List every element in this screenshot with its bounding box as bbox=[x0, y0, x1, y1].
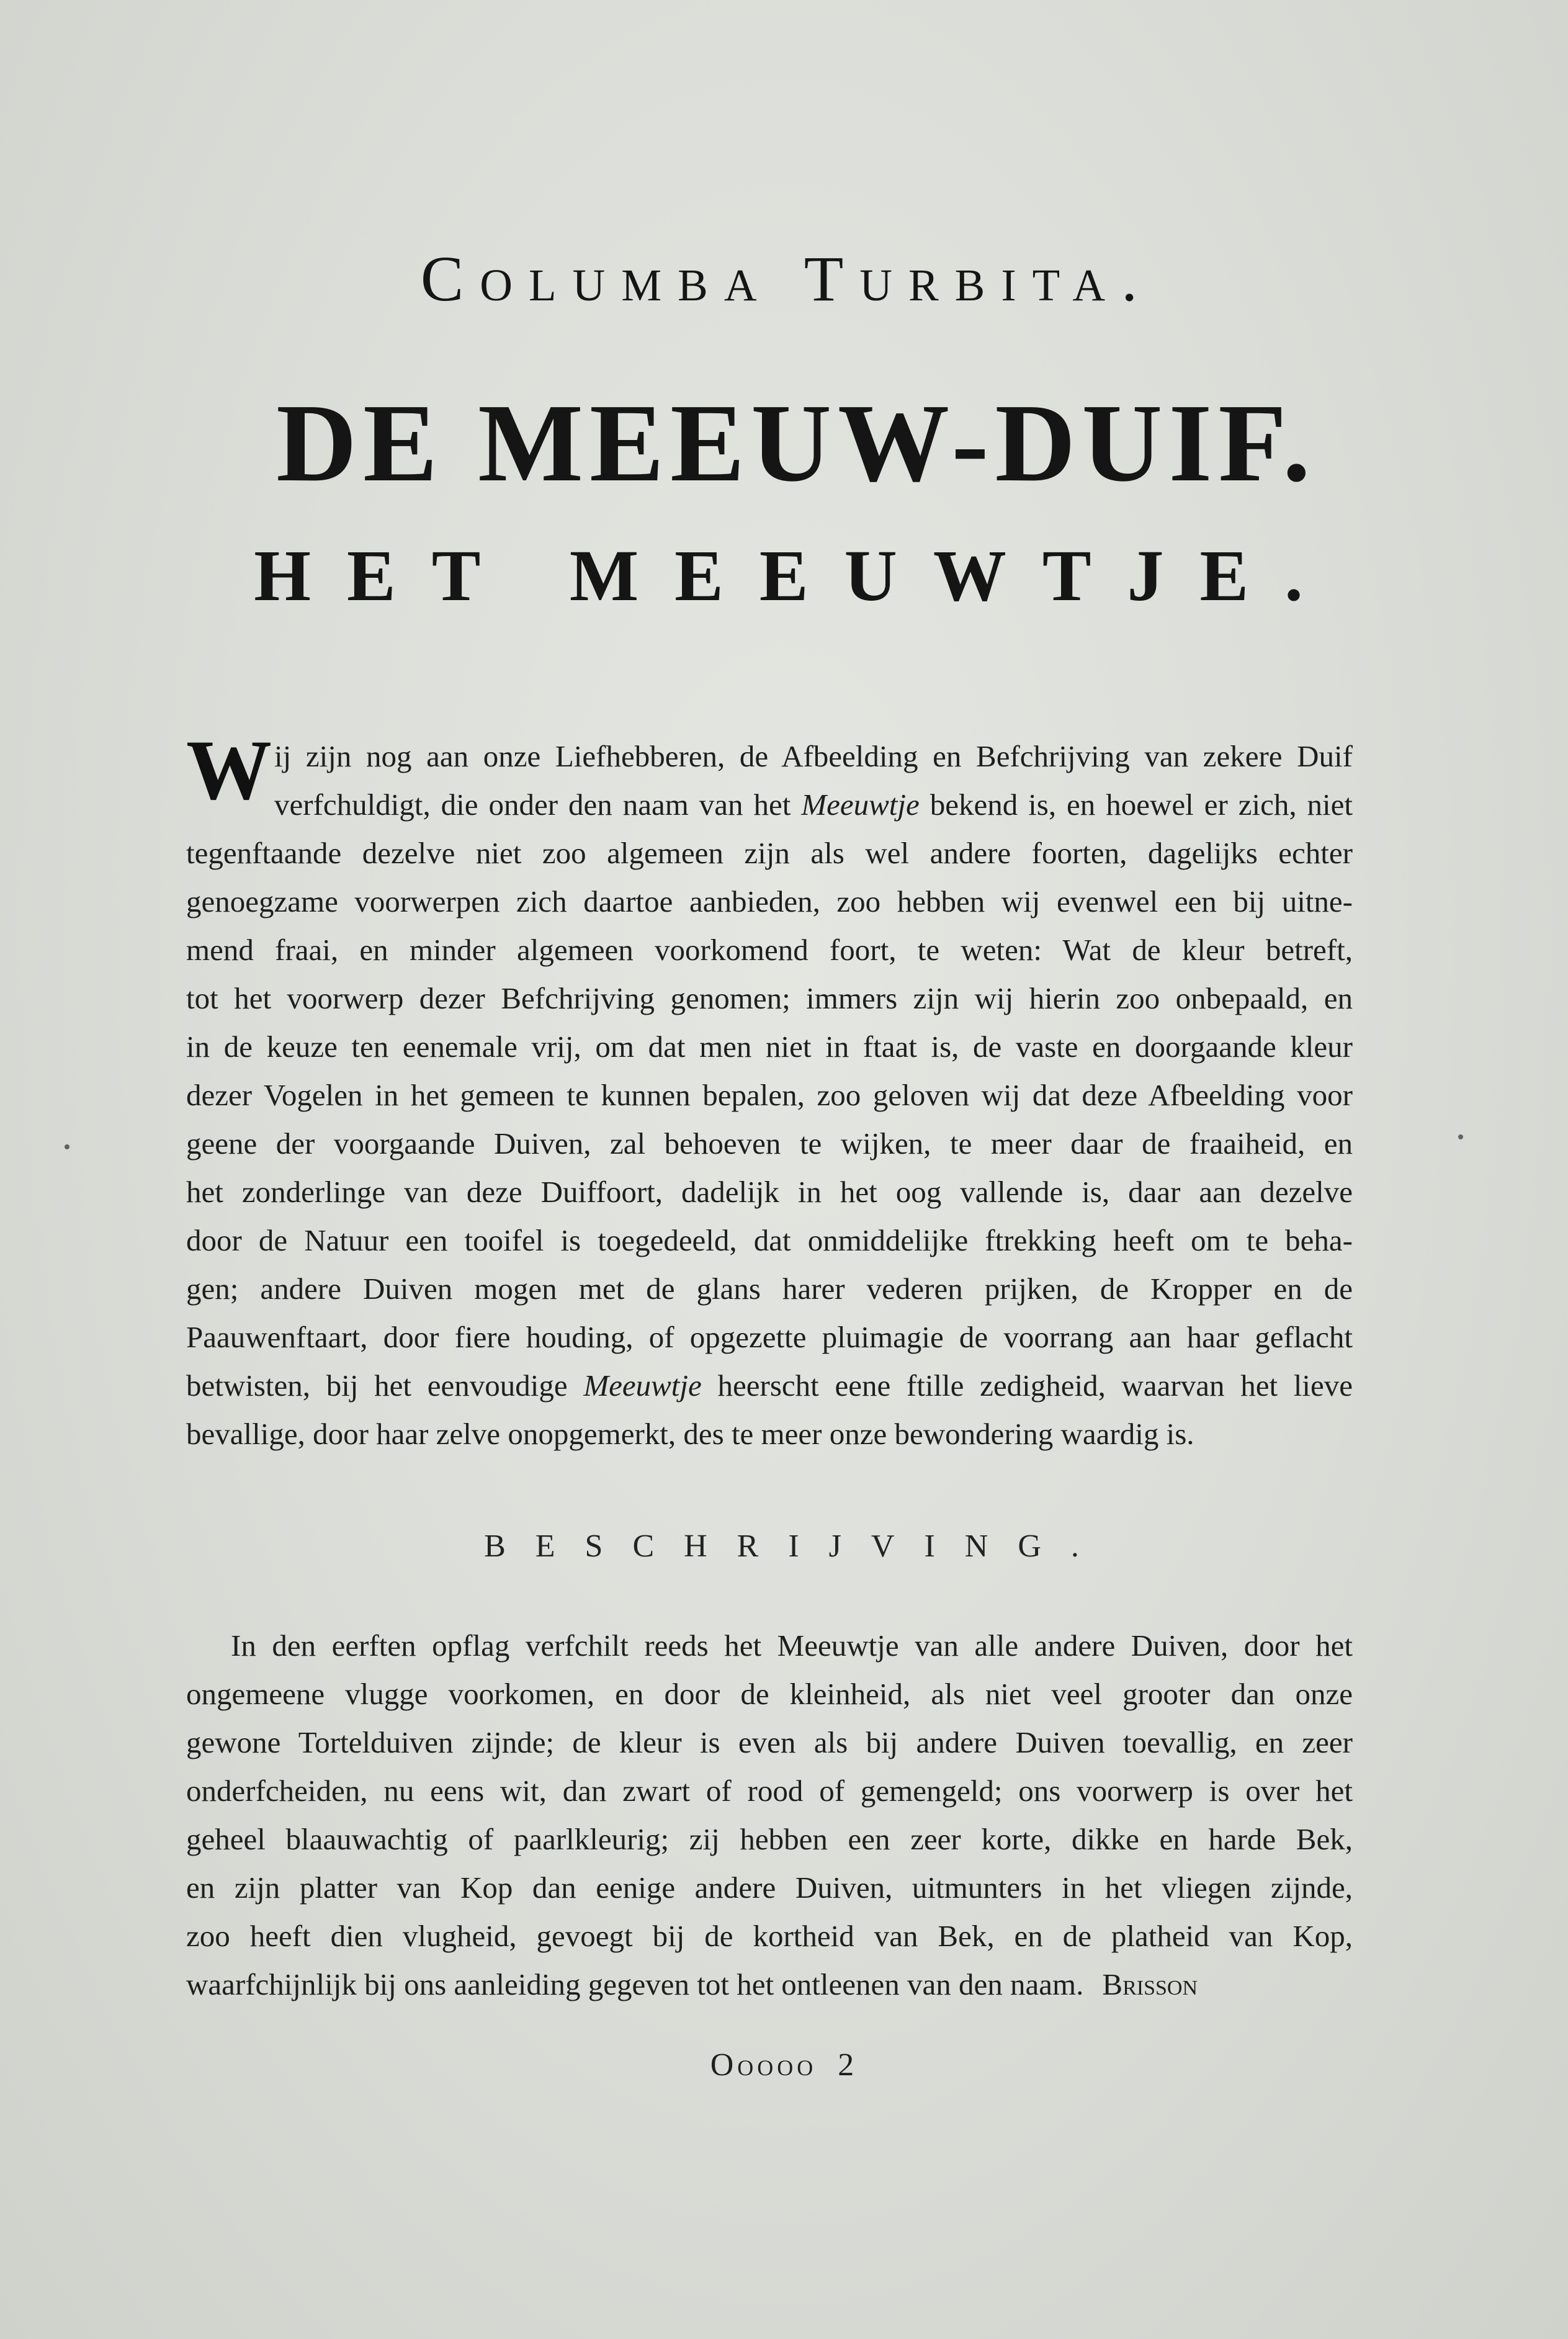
drop-cap: W bbox=[186, 722, 272, 817]
text-line bbox=[186, 1815, 1353, 1864]
section-title: BESCHRIJVING. bbox=[484, 1529, 1109, 1564]
text-line bbox=[186, 1071, 1353, 1120]
subtitle: HET MEEUWTJE. bbox=[254, 535, 1339, 616]
intro-paragraph bbox=[186, 722, 1353, 1458]
text-line bbox=[186, 732, 1353, 781]
text-segment: dezer Vogelen in het gemeen te kunnen bepalen, zoo geloven wij dat deze Afbeelding voor bbox=[186, 1078, 1353, 1112]
text-line bbox=[186, 1670, 1353, 1718]
text-segment: ij zijn nog aan onze Liefhebberen, de Afbeelding en Befchrijving van zekere Duif bbox=[274, 739, 1353, 773]
text-segment: gen; andere Duiven mogen met de glans harer vederen prijken, de Kropper en de bbox=[186, 1272, 1353, 1306]
text-segment: genoegzame voorwerpen zich daartoe aanbieden, zoo hebben wij evenwel een bij uitne- bbox=[186, 884, 1353, 918]
text-segment: In den eerften opflag verfchilt reeds het Meeuwtje van alle andere Duiven, door het bbox=[231, 1628, 1353, 1663]
text-line bbox=[186, 1168, 1353, 1216]
text-segment: mend fraai, en minder algemeen voorkomend foort, te weten: Wat de kleur betreft, bbox=[186, 933, 1353, 967]
text-line bbox=[186, 829, 1353, 878]
text-segment: bekend is, en hoewel er zich, niet bbox=[919, 788, 1353, 822]
text-segment: geheel blaauwachtig of paarlkleurig; zij hebben een zeer korte, dikke en harde Bek, bbox=[186, 1822, 1353, 1856]
text-segment: zoo heeft dien vlugheid, gevoegt bij de kortheid van Bek, en de platheid van Kop, bbox=[186, 1919, 1353, 1953]
text-segment: waarfchijnlijk bij ons aanleiding gegeven tot het ontleenen van den naam. bbox=[186, 1967, 1084, 2001]
text-line bbox=[186, 1362, 1353, 1410]
text-segment: heerscht eene ftille zedigheid, waarvan het lieve bbox=[701, 1368, 1353, 1403]
text-segment: door de Natuur een tooifel is toegedeeld, dat onmiddelijke ftrekking heeft om te beha- bbox=[186, 1223, 1353, 1257]
smallcaps-segment: Brisson bbox=[1102, 1967, 1198, 2001]
text-line bbox=[186, 1718, 1353, 1767]
ink-speck bbox=[65, 1144, 69, 1149]
text-segment: tot het voorwerp dezer Befchrijving genomen; immers zijn wij hierin zoo onbepaald, en bbox=[186, 981, 1353, 1015]
text-segment: geene der voorgaande Duiven, zal behoeven te wijken, te meer daar de fraaiheid, en bbox=[186, 1126, 1353, 1161]
text-segment: betwisten, bij het eenvoudige bbox=[186, 1368, 584, 1403]
text-segment: het zonderlinge van deze Duiffoort, dadelijk in het oog vallende is, daar aan dezelve bbox=[186, 1175, 1353, 1209]
text-segment: Paauwenftaart, door fiere houding, of opgezette pluimagie de voorrang aan haar geflacht bbox=[186, 1320, 1353, 1354]
text-segment: en zijn platter van Kop dan eenige andere Duiven, uitmunters in het vliegen zijnde, bbox=[186, 1870, 1353, 1905]
text-line bbox=[186, 926, 1353, 974]
description-paragraph bbox=[186, 1622, 1353, 2009]
text-line bbox=[186, 974, 1353, 1023]
text-line bbox=[186, 1023, 1353, 1071]
text-line bbox=[186, 878, 1353, 926]
text-line bbox=[186, 1622, 1353, 1670]
signature-mark bbox=[0, 2047, 1568, 2083]
text-segment: ongemeene vlugge voorkomen, en door de kleinheid, als niet veel grooter dan onze bbox=[186, 1677, 1353, 1711]
text-line bbox=[186, 781, 1353, 829]
text-line bbox=[186, 1960, 1353, 2009]
text-line bbox=[186, 1313, 1353, 1362]
text-line bbox=[186, 1912, 1353, 1960]
text-segment: bevallige, door haar zelve onopgemerkt, des te meer onze bewondering waardig is. bbox=[186, 1417, 1194, 1451]
text-segment: in de keuze ten eenemale vrij, om dat men niet in ftaat is, de vaste en doorgaande kleur bbox=[186, 1030, 1353, 1064]
text-segment: verfchuldigt, die onder den naam van het bbox=[274, 788, 802, 822]
dutch-title: DE MEEUW-DUIF. bbox=[276, 381, 1317, 505]
italic-segment: Meeuwtje bbox=[583, 1368, 702, 1403]
text-segment: onderfcheiden, nu eens wit, dan zwart of rood of gemengeld; ons voorwerp is over het bbox=[186, 1774, 1353, 1808]
text-line bbox=[186, 1864, 1353, 1912]
ink-speck bbox=[1458, 1134, 1463, 1139]
signature-letters: Ooooo bbox=[710, 2047, 817, 2083]
text-line bbox=[186, 1410, 1353, 1458]
text-line bbox=[186, 1120, 1353, 1168]
text-line bbox=[186, 1216, 1353, 1265]
text-line bbox=[186, 1265, 1353, 1313]
text-segment: gewone Tortelduiven zijnde; de kleur is even als bij andere Duiven toevallig, en zeer bbox=[186, 1725, 1353, 1759]
intro-lines bbox=[186, 722, 1353, 1458]
text-segment: tegenftaande dezelve niet zoo algemeen zijn als wel andere foorten, dagelijks echter bbox=[186, 836, 1353, 870]
description-lines bbox=[186, 1622, 1353, 2009]
italic-segment: Meeuwtje bbox=[801, 788, 920, 822]
text-line bbox=[186, 1767, 1353, 1815]
signature-number: 2 bbox=[838, 2047, 858, 2083]
latin-title: Columba Turbita. bbox=[420, 243, 1154, 315]
